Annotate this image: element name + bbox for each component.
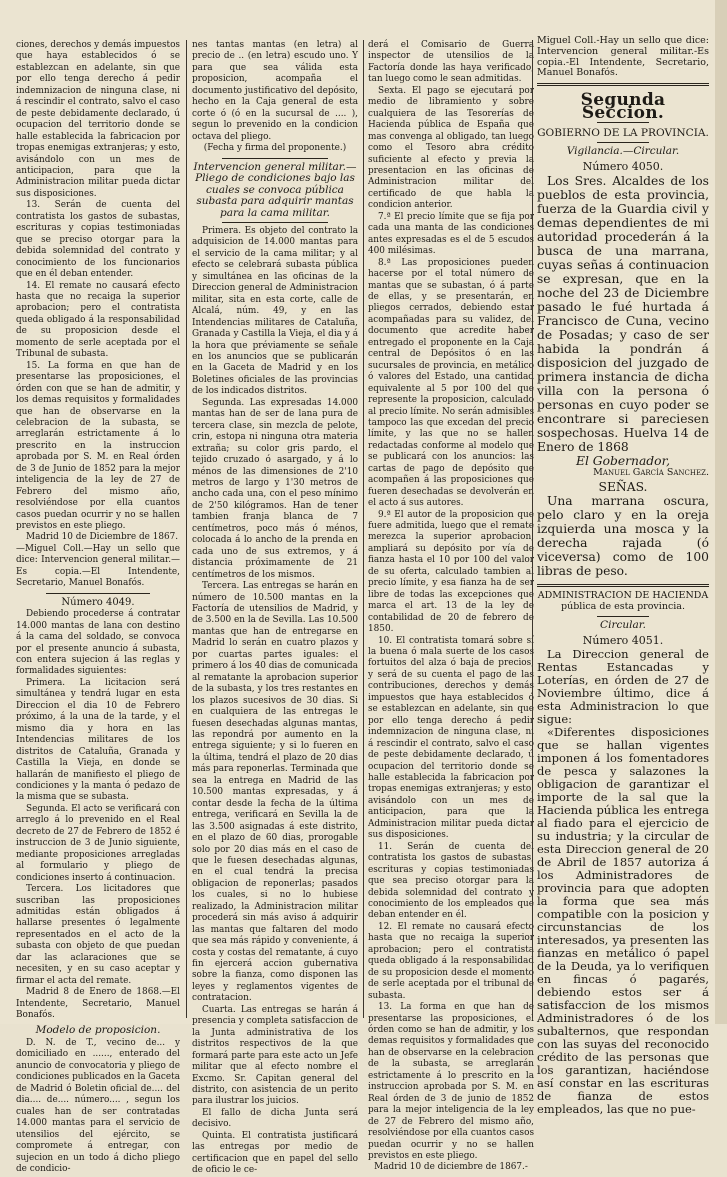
notice-number: Número 4051.: [582, 633, 664, 647]
paragraph: 13. La forma en que han de presentarse las proposiciones, el órden como se han de admitir, y los demas requisitos y formalidades que han de observarse en la celebracion de la subasta, se arreglarán estrictamente á lo prescrito en la instruccion aprobada por S. M. en Real órden de 3 de junio de 1852 para la mejor inteligencia de la ley de 27 de Febrero del mismo año, resolviéndose por ella cuantos casos puedan ocurrir y no se hallen previstos en este pliego.: [368, 1002, 534, 1161]
paragraph: ciones, derechos y demás impuestos que haya establecidos ó se establezcan en adelante, sin que por ello tenga derecho á pedir indemnizacion de ninguna clase, ni á rescindir el contrato, salvo el caso de peste debidamente declarado, ú ocupacion del territorio donde se halle establecida la fabricacion por tropas enemigas extranjeras; y esto, avisándolo con un mes de anticipacion, para que la Administracion militar pueda dictar sus disposiciones.: [16, 40, 180, 199]
department-heading: GOBIERNO DE LA PROVINCIA.: [537, 127, 709, 140]
divider: [222, 158, 328, 159]
signature-note: (Fecha y firma del proponente.): [203, 143, 347, 154]
paragraph: derá el Comisario de Guerra inspector de utensilios de la Factoría donde las haya verificado, tan luego como le sean admitidas.: [368, 40, 534, 85]
signer-title: El Gobernador,: [575, 453, 671, 468]
paragraph: 13. Serán de cuenta del contratista los gastos de subastas, escrituras y copias testimoniadas que se preciso otorgar para la debida solemnidad del contrato y conocimiento de los funcionarios que en él deban entender.: [16, 200, 180, 280]
signer-name: Manuel García Sanchez.: [593, 466, 709, 478]
divider: [46, 593, 150, 594]
paragraph: Segunda. El acto se verificará con arreglo á lo prevenido en el Real decreto de 27 de Febrero de 1852 é instruccion de 3 de Junio siguiente, mediante proposiciones arregladas al formulario y pliego de condiciones inserto á continuacion.: [16, 803, 180, 883]
paragraph: Una marrana oscura, pelo claro y en la oreja izquierda una mosca y la derecha rajada (ó viceversa) como de 100 libras de peso.: [537, 494, 709, 579]
notice-number: Número 4050.: [582, 159, 664, 173]
page-edge: [715, 0, 727, 1024]
paragraph: 14. El remate no causará efecto hasta que no recaiga la superior aprobacion; pero el contratista queda obligado á la responsabilidad de su proposicion desde el momento de serle aceptada por el Tribunal de subasta.: [16, 280, 180, 360]
paragraph: 11. Serán de cuenta del contratista los gastos de subastas, escrituras y copias testimoniadas que sea preciso otorgar para la debida solemnidad del contrato y conocimiento de los empleados que deban entender en él.: [368, 841, 534, 921]
section-title: Intervencion general militar.—Pliego de condiciones bajo las cuales se convoca pública subasta para adquirir mantas para la cama militar.: [193, 160, 357, 219]
paragraph: «Diferentes disposiciones que se hallan vigentes imponen á los fomentadores de pesca y salazones la obligacion de garantizar el importe de la sal que la Hacienda pública les entrega al fiado para el ejercicio de su industria; y la circular de esta Direccion general de 20 de Abril de 1857 autoriza á los Administradores de provincia para que adopten la forma que sea más compatible con la posicion y circunstancias de los interesados, ya presenten las fianzas en metálico ó papel de la Deuda, ya lo verifiquen en fincas ó pagarés, debiendo estos ser á satisfaccion de los mismos Administradores ó de los subalternos, que respondan con las suyas del reconocido crédito de las personas que los garantizan, haciéndose así constar en las escrituras de fianza de estos empleados, las que no pue-: [537, 724, 709, 1116]
paragraph: El fallo de dicha Junta será decisivo.: [192, 1107, 358, 1130]
paragraph: La Direccion general de Rentas Estancadas y Loterías, en órden de 27 de Noviembre último, dice á esta Administracion lo que sigue:: [537, 646, 709, 726]
column-divider: [532, 40, 533, 1018]
paragraph: 10. El contratista tomará sobre sí la buena ó mala suerte de los casos fortuitos del alza ó baja de precios, y será de su cuenta el pago de las contribuciones, derechos y demás impuestos que haya establecidos ó se establezcan en adelante, sin que por ello tenga derecho á pedir indemnizacion de ninguna clase, ni á rescindir el contrato, salvo el caso de peste debidamente declarado, ú ocupacion del territorio donde se halle establecida la fabricacion por tropas enemigas extranjeras; y esto, avisándolo con un mes de anticipacion, para que la Administracion militar pueda dictar sus disposiciones.: [368, 635, 534, 841]
subheading: Circular.: [600, 619, 646, 632]
column-divider: [363, 40, 364, 1018]
divider: [537, 584, 709, 587]
model-title: Modelo de proposicion.: [35, 1023, 161, 1036]
paragraph: Miguel Coll.-Hay un sello que dice: Intervencion general militar.-Es copia.-El Intendente, Secretario, Manuel Bonafós.: [537, 35, 709, 79]
signature: —Miguel Coll.—Hay un sello que dice: Intervencion general militar.—Es copia.—El Intendente, Secretario, Manuel Bonafós.: [16, 543, 180, 589]
paragraph: 7.ª El precio límite que se fija por cada una manta de las condiciones antes expresadas es el de 5 escudos 400 milésimas.: [368, 211, 534, 257]
column-1: [16, 40, 180, 1174]
divider: [597, 616, 649, 617]
divider: [597, 142, 649, 143]
divider: [222, 222, 328, 223]
paragraph: D. N. de T., vecino de... y domiciliado en ......, enterado del anuncio de convocatoria y pliego de condiciones publicados en la Gaceta de Madrid ó Boletin oficial de.... del dia.... de.... número.... , segun los cuales han de ser contratadas 14.000 mantas para el servicio de utensilios del ejército, se compromete á entregar, con sujecion en un todo á dicho pliego de condicio-: [16, 1038, 180, 1174]
paragraph: nes tantas mantas (en letra) al precio de .. (en letra) escudo uno. Y para que sea válida esta proposicion, acompaña el documento justificativo del depósito, hecho en la Caja general de esta corte ó (ó en la sucursal de .... ), segun lo prevenido en la condicion octava del pliego.: [192, 40, 358, 142]
date: Madrid 8 de Enero de 1868.—El Intendente, Secretario, Manuel Bonafós.: [16, 987, 180, 1021]
paragraph: Los Sres. Alcaldes de los pueblos de esta provincia, fuerza de la Guardia civil y demas dependientes de mi autoridad procederán á la busca de una marrana, cuyas señas á continuacion se expresan, que en la noche del 23 de Diciembre pasado le fué hurtada á Francisco de Cuna, vecino de Posadas; y caso de ser habida la pondrán á disposicion del juzgado de primera instancia de dicha villa con la persona ó personas en cuyo poder se encontrare si pareciesen sospechosas. Huelva 14 de Enero de 1868: [537, 173, 709, 454]
paragraph: Tercera. Los licitadores que suscriban las proposiciones admitidas están obligados á hallarse presentes ó legalmente representados en el acto de la subasta con objeto de que puedan dar las aclaraciones que se necesiten, y en su caso aceptar y firmar el acta del remate.: [16, 884, 180, 986]
paragraph: Segunda. Las expresadas 14.000 mantas han de ser de lana pura de tercera clase, sin mezcla de pelote, crin, estopa ni ninguna otra materia extraña; su color gris pardo, el tejido cruzado ó asargado, y á lo ménos de las dimensiones de 2'10 metros de largo y 1'30 metros de ancho cada una, con el peso mínimo de 2'50 kilógramos. Han de tener tambien franja blanca de 7 centímetros, poco más ó ménos, colocada á lo ancho de la prenda en cada uno de sus extremos, y á distancia próximamente de 21 centímetros de los mismos.: [192, 397, 358, 580]
paragraph: 9.ª El autor de la proposicion que fuere admitida, luego que el remate merezca la superior aprobacion, ampliará su depósito por vía de fianza hasta el 10 por 100 del valor de su oferta, calculado tambien al precio límite, y esa fianza ha de ser libre de todas las excepciones que marca el art. 13 de la ley de contabilidad de 20 de febrero de 1850.: [368, 509, 534, 635]
date: Madrid 10 de diciembre de 1867.-: [374, 1162, 528, 1173]
subheading: Vigilancia.—Circular.: [566, 145, 680, 158]
paragraph: Tercera. Las entregas se harán en número de 10.500 mantas en la Factoría de utensilios de Madrid, y de 3.500 en la de Sevilla. Las 10.500 mantas que han de entregarse en Madrid lo serán en cuatro plazos y por cuartas partes iguales: el primero á los 40 dias de comunicada al rematante la aprobacion superior de la subasta, y los tres restantes en los plazos sucesivos de 30 dias. Si en cualquiera de las entregas le fuesen desechadas algunas mantas, las repondrá por aumento en la entrega siguiente; y si lo fueren en la última, tendrá el plazo de 20 dias más para reponerlas. Terminada que sea la entrega en Madrid de las 10.500 mantas expresadas, y á contar desde la fecha de la última entrega, verificará en Sevilla la de las 3.500 asignadas á este distrito, en el plazo de 60 dias, prorogable solo por 20 dias más en el caso de que le fuesen desechadas algunas, en el cual tendrá la precisa obligacion de reponerlas; pasados los cuales, si no lo hubiese realizado, la Administracion militar procederá sin más aviso á adquirir las mantas que faltaren del modo que sea más rápido y conveniente, á costa y costas del rematante, á cuyo fin ejercerá accion gubernativa sobre la fianza, como disponen las leyes y reglamentos vigentes de contratacion.: [192, 581, 358, 1004]
notice-number: Número 4049.: [61, 596, 135, 608]
paragraph: Cuarta. Las entregas se harán á presencia y completa satisfaccion de la Junta administrativa de los distritos respectivos de la que formará parte para este acto un Jefe militar que al efecto nombre el Excmo. Sr. Capitan general del distrito, con asistencia de un perito para ilustrar los juicios.: [192, 1004, 358, 1107]
department-heading: ADMINISTRACION DE HACIENDA pública de esta provincia.: [537, 590, 709, 613]
paragraph: 8.ª Las proposiciones pueden hacerse por el total número de mantas que se subastan, ó á parte de ellas, y se presentarán, en pliegos cerrados, debiendo estar acompañadas para su validez, del documento que acredite haber entregado el proponente en la Caja central de Depósitos ó en las sucursales de provincia, en metálico ó valores del Estado, una cantidad equivalente al 5 por 100 del que represente la proposicion, calculado al precio límite. No serán admisibles tampoco las que excedan del precio límite, y las que no se hallen redactadas conforme al modelo que se publicará con los anuncios: las cartas de pago de depósito que acompañen á las proposiciones que fueren desechadas se devolverán en el acto á sus autores.: [368, 257, 534, 509]
date: Madrid 10 de Diciembre de 1867.: [26, 532, 179, 543]
paragraph: Debiendo procederse á contratar 14.000 mantas de lana con destino á la cama del soldado, se convoca por el presente anuncio á subasta, con entera sujecion á las reglas y formalidades siguientes:: [16, 609, 180, 677]
subheading: SEÑAS.: [598, 480, 648, 495]
column-3: [368, 40, 534, 1173]
paragraph: Sexta. El pago se ejecutará por medio de libramiento y sobre cualquiera de las Tesorerías de Hacienda pública de España que mas convenga al obligado, tan luego como el Tesoro abra crédito suficiente al efecto y previa la presentacion en las oficinas de Administracion militar del certificado de que habla la condicion anterior.: [368, 85, 534, 211]
paragraph: Primera. La licitacion será simultánea y tendrá lugar en esta Direccion el dia 10 de Febrero próximo, á la una de la tarde, y el mismo dia y hora en las Intendencias militares de los distritos de Cataluña, Granada y Castilla la Vieja, en donde se hallarán de manifiesto el pliego de condiciones y la manta ó pedazo de la misma que se subasta.: [16, 677, 180, 803]
divider: [537, 83, 709, 86]
paragraph: Primera. Es objeto del contrato la adquisicion de 14.000 mantas para el servicio de la cama militar; y al efecto se celebrará subasta pública y simultánea en las oficinas de la Direccion general de Administracion militar, sita en esta corte, calle de Alcalá, núm. 49, y en las Intendencias militares de Cataluña, Granada y Castilla la Vieja, el dia y á la hora que préviamente se señale en los anuncios que se publicarán en la Gaceta de Madrid y en los Boletines oficiales de las provincias de los indicados distritos.: [192, 226, 358, 397]
paragraph: Quinta. El contratista justificará las entregas por medio de certificacion que en papel del sello de oficio le ce-: [192, 1130, 358, 1176]
column-2: [192, 40, 358, 1176]
paragraph: 15. La forma en que han de presentarse las proposiciones, el órden con que se han de admitir, y los demas requisitos y formalidades que han de observarse en la celebracion de la subasta, se arreglarán estrictamente á lo prescrito en la instruccion aprobada por S. M. en Real órden de 3 de Junio de 1852 para la mejor inteligencia de la ley de 27 de Febrero del mismo año, resolviéndose por ella cuantos casos puedan ocurrir y no se hallen previstos en este pliego.: [16, 360, 180, 532]
column-divider: [186, 40, 187, 1018]
section-heading: Segunda Seccion.: [580, 90, 666, 124]
column-4: [537, 35, 709, 1116]
paragraph: 12. El remate no causará efecto hasta que no recaiga la superior aprobacion; pero el contratista queda obligado á la responsabilidad de su proposicion desde el momento de serle aceptada por el tribunal de subasta.: [368, 921, 534, 1001]
